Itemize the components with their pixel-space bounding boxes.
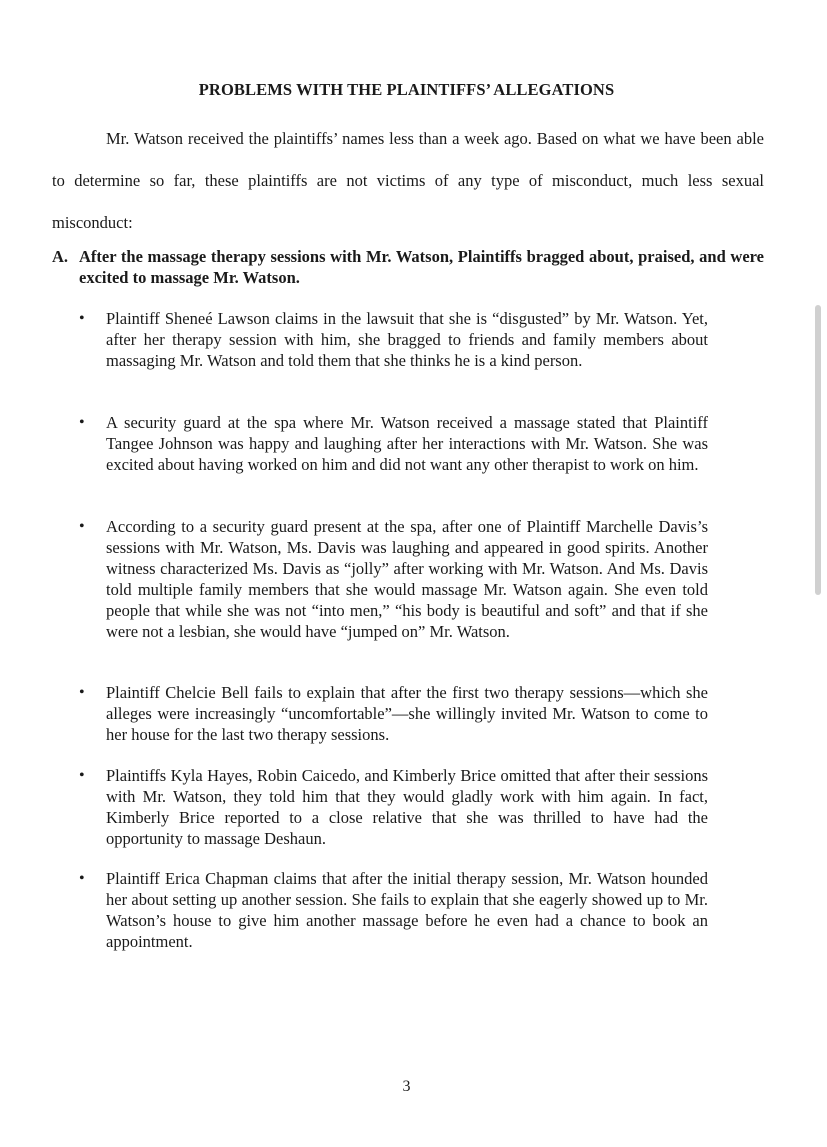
section-heading-text: After the massage therapy sessions with Mr. Watson, Plaintiffs bragged about, praised, and were excited to massage Mr. Watson. <box>79 247 764 287</box>
list-item-text: According to a security guard present at the spa, after one of Plaintiff Marchelle Davis’s sessions with Mr. Watson, Ms. Davis was laughing and appeared in good spirits. Another witness characterized Ms. Davis as “jolly” after working with Mr. Watson. And Ms. Davis told multiple family members that she would massage Mr. Watson again. She even told people that while she was not “into men,” “his body is beautiful and soft” and that if she were not a lesbian, she would have “jumped on” Mr. Watson. <box>106 517 708 641</box>
scrollbar[interactable] <box>815 305 821 595</box>
list-item-text: Plaintiff Sheneé Lawson claims in the lawsuit that she is “disgusted” by Mr. Watson. Yet, after her therapy session with him, she bragged to friends and family members about massaging Mr. Watson and told them that she thinks he is a kind person. <box>106 309 708 370</box>
bullet-icon: • <box>79 684 85 701</box>
page-title: PROBLEMS WITH THE PLAINTIFFS’ ALLEGATIONS <box>198 80 615 99</box>
bullet-icon: • <box>79 870 85 887</box>
list-item-text: A security guard at the spa where Mr. Watson received a massage stated that Plaintiff Tangee Johnson was happy and laughing after her interactions with Mr. Watson. She was excited about having worked on him and did not want any other therapist to work on him. <box>106 413 708 474</box>
section-heading <box>52 246 764 288</box>
list-item-text: Plaintiffs Kyla Hayes, Robin Caicedo, and Kimberly Brice omitted that after their sessions with Mr. Watson, they told him that they would gladly work with him again. In fact, Kimberly Brice reported to a close relative that she was thrilled to have had the opportunity to massage Deshaun. <box>106 766 708 848</box>
bullet-icon: • <box>79 310 85 327</box>
list-item-text: Plaintiff Erica Chapman claims that after the initial therapy session, Mr. Watson hounded her about setting up another session. She fails to explain that she eagerly showed up to Mr. Watson’s house to give him another massage before he even had a chance to book an appointment. <box>106 869 708 951</box>
bullet-icon: • <box>79 518 85 535</box>
page-number: 3 <box>402 1078 411 1095</box>
list-item-text: Plaintiff Chelcie Bell fails to explain that after the first two therapy sessions—which she alleges were increasingly “uncomfortable”—she willingly invited Mr. Watson to come to her house for the last two therapy sessions. <box>106 683 708 744</box>
bullet-icon: • <box>79 414 85 431</box>
bullet-icon: • <box>79 767 85 784</box>
intro-paragraph: Mr. Watson received the plaintiffs’ names less than a week ago. Based on what we have been able to determine so far, these plaintiffs are not victims of any type of misconduct, much less sexual misconduct: <box>52 129 764 232</box>
section-letter: A. <box>52 247 69 266</box>
